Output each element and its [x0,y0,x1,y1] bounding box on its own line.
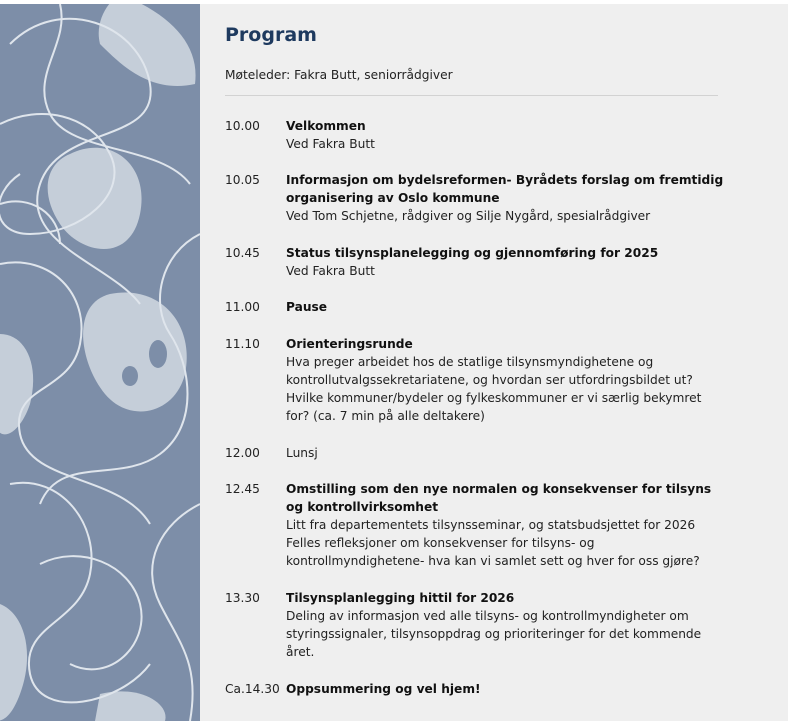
abstract-lines-illustration [0,4,200,721]
agenda-time: Ca.14.30 [225,682,280,696]
decorative-pattern-panel [0,4,200,721]
agenda-title: Pause [286,300,328,314]
agenda-detail: Hva preger arbeidet hos de statlige tilsynsmyndighetene og kontrollutvalgssekretariatene, og hvordan ser utfordringsbildet ut? [286,355,693,387]
agenda-time: 12.00 [225,446,260,460]
program-panel [200,4,788,721]
agenda-time: 10.00 [225,119,260,133]
agenda-time: 10.45 [225,246,260,260]
agenda-detail: Hvilke kommuner/bydeler og fylkeskommuner er vi særlig bekymret for? (ca. 7 min på alle deltakere) [286,391,702,423]
agenda-detail: Litt fra departementets tilsynsseminar, og statsbudsjettet for 2026 [286,518,696,532]
agenda-detail: Felles refleksjoner om konsekvenser for tilsyns- og kontrollmyndighetene- hva kan vi samlet sett og hver for oss gjøre? [286,536,700,568]
agenda-time: 12.45 [225,482,260,496]
agenda-detail: Ved Tom Schjetne, rådgiver og Silje Nygård, spesialrådgiver [286,209,651,223]
agenda-title: Orienteringsrunde [286,337,413,351]
agenda-detail: Lunsj [286,446,318,460]
page-title: Program [225,24,317,46]
agenda-title: Status tilsynsplanelegging og gjennomføring for 2025 [286,246,659,260]
divider [225,95,718,96]
agenda-time: 11.10 [225,337,260,351]
agenda-title: Tilsynsplanlegging hittil for 2026 [286,591,515,605]
agenda-time: 10.05 [225,173,260,187]
agenda-title: Omstilling som den nye normalen og konsekvenser for tilsyns og kontrollvirksomhet [286,482,712,514]
agenda-title: Velkommen [286,119,366,133]
agenda-detail: Ved Fakra Butt [286,137,375,151]
agenda-title: Informasjon om bydelsreformen- Byrådets forslag om fremtidig organisering av Oslo kommune [286,173,724,205]
agenda-detail: Ved Fakra Butt [286,264,375,278]
agenda-time: 13.30 [225,591,260,605]
agenda-time: 11.00 [225,300,260,314]
agenda-detail: Deling av informasjon ved alle tilsyns- og kontrollmyndigheter om styringssignaler, tilsynsoppdrag og prioriteringer for det kommende året. [286,609,702,659]
agenda-title: Oppsummering og vel hjem! [286,682,481,696]
moderator-line: Møteleder: Fakra Butt, seniorrådgiver [225,68,453,82]
